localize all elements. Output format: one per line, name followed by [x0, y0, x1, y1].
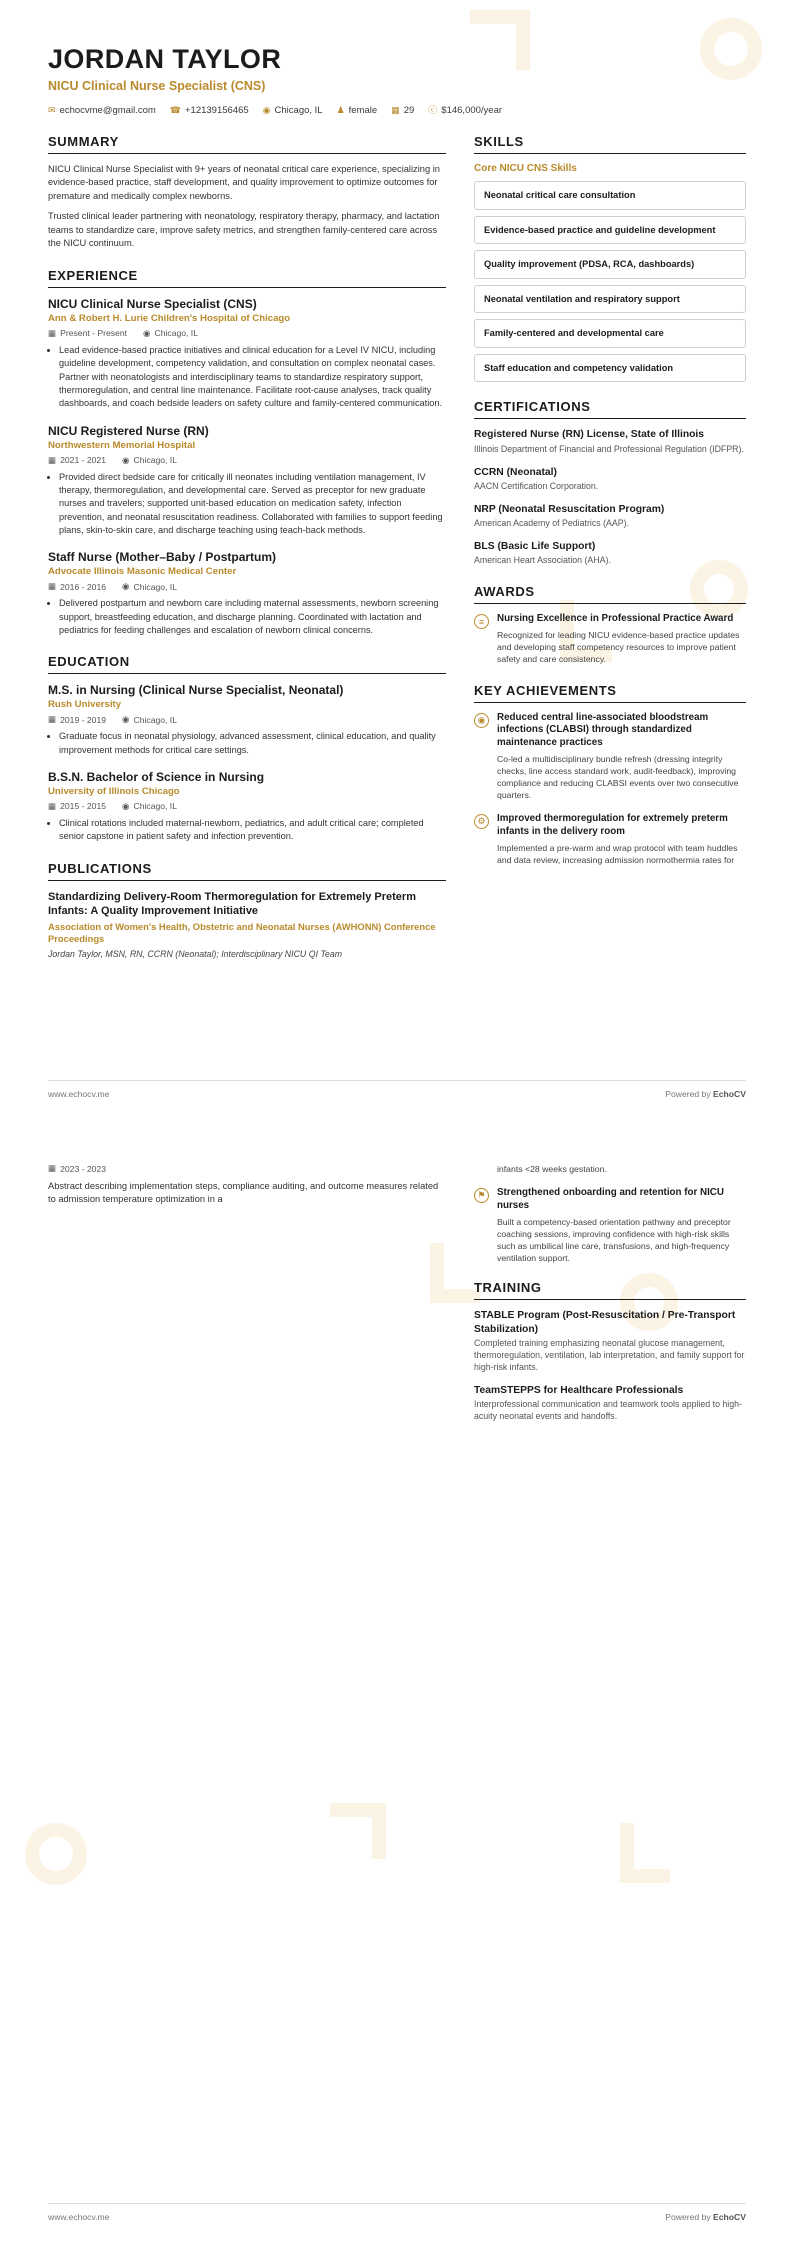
calendar-icon: ▦	[48, 800, 57, 811]
skill-chip: Neonatal ventilation and respiratory support	[474, 285, 746, 314]
target-icon: ◉	[474, 713, 489, 728]
footer-powered	[665, 2212, 746, 2222]
job-location	[122, 455, 177, 466]
certification-name: NRP (Neonatal Resuscitation Program)	[474, 503, 665, 515]
bell-icon: ⚑	[474, 1188, 489, 1203]
achievement-title: Strengthened onboarding and retention for NICU nurses	[497, 1187, 724, 1211]
person-icon: ♟	[336, 105, 345, 115]
education-location-text: Chicago, IL	[133, 801, 177, 812]
location-icon: ◉	[143, 327, 151, 338]
training-title: TRAINING	[474, 1280, 746, 1300]
skills-group-label: Core NICU CNS Skills	[474, 163, 577, 174]
location-icon: ◉	[122, 714, 130, 725]
achievement-desc-continued: infants <28 weeks gestation.	[497, 1164, 607, 1174]
certification-org: American Heart Association (AHA).	[474, 555, 611, 566]
job-bullet: • Delivered postpartum and newborn care including maternal assessments, newborn screening support, breastfeeding education, and discharge planning. Coordinated with lactation and pediatrics for feeding challenges and escalation of newborn clinical concerns.	[59, 597, 446, 637]
education-bullets	[48, 730, 446, 757]
education-location	[122, 714, 177, 725]
job-location-text: Chicago, IL	[154, 328, 198, 339]
education-dates-text: 2015 - 2015	[60, 801, 106, 812]
achievement-continued	[474, 1163, 746, 1175]
left-column	[48, 134, 446, 959]
achievement-desc: Implemented a pre-warm and wrap protocol with team huddles and data review, increasing admission normothermia rates for	[497, 842, 738, 866]
education-dates	[48, 801, 106, 812]
skills-title: SKILLS	[474, 134, 746, 154]
job-location-text: Chicago, IL	[133, 581, 177, 592]
job-bullets	[48, 344, 446, 411]
education-meta	[48, 714, 446, 725]
candidate-name: JORDAN TAYLOR	[48, 44, 282, 74]
experience-entry	[48, 297, 446, 411]
job-dates-text: 2021 - 2021	[60, 455, 106, 466]
publication-dates	[48, 1163, 106, 1174]
section-skills	[474, 134, 746, 382]
education-school: University of Illinois Chicago	[48, 785, 180, 797]
achievement-item	[474, 1187, 746, 1264]
contact-location	[263, 105, 323, 116]
section-awards	[474, 584, 746, 665]
publication-title: Standardizing Delivery-Room Thermoregulation for Extremely Preterm Infants: A Quality Improvement Initiative	[48, 890, 416, 917]
watermark-circle	[25, 1823, 87, 1885]
calendar-icon: ▦	[48, 327, 57, 338]
education-dates-text: 2019 - 2019	[60, 714, 106, 725]
education-location	[122, 801, 177, 812]
training-item	[474, 1309, 746, 1373]
footer-brand: EchoCV	[713, 1089, 746, 1099]
job-dates-text: 2016 - 2016	[60, 581, 106, 592]
education-bullets	[48, 817, 446, 844]
footer-powered	[665, 1089, 746, 1099]
award-desc: Recognized for leading NICU evidence-based practice updates and developing staff competency resources to improve patient safety and care consistency.	[497, 630, 740, 665]
achievements-title: KEY ACHIEVEMENTS	[474, 683, 746, 703]
footer-site[interactable]: www.echocv.me	[48, 2212, 110, 2222]
job-role: Staff Nurse (Mother–Baby / Postpartum)	[48, 550, 277, 565]
calendar-icon: ▦	[48, 581, 57, 592]
section-summary	[48, 134, 446, 251]
award-item	[474, 613, 746, 665]
phone-icon: ☎	[169, 105, 181, 115]
education-entry	[48, 683, 446, 757]
training-name: STABLE Program (Post-Resuscitation / Pre-Transport Stabilization)	[474, 1310, 736, 1335]
contact-salary	[428, 105, 502, 116]
certification-item	[474, 540, 746, 567]
section-key-achievements	[474, 683, 746, 867]
certification-name: Registered Nurse (RN) License, State of Illinois	[474, 429, 705, 441]
education-degree: B.S.N. Bachelor of Science in Nursing	[48, 769, 265, 784]
ribbon-icon: ≡	[474, 614, 489, 629]
award-title: Nursing Excellence in Professional Practice Award	[497, 613, 734, 625]
job-dates	[48, 455, 106, 466]
certification-name: CCRN (Neonatal)	[474, 466, 557, 478]
publication-authors: Jordan Taylor, MSN, RN, CCRN (Neonatal); Interdisciplinary NICU QI Team	[48, 948, 343, 959]
publication-description: Abstract describing implementation steps, compliance auditing, and outcome measures related to admission temperature optimization in a	[48, 1181, 439, 1205]
page-title	[48, 44, 746, 93]
certification-item	[474, 503, 746, 530]
education-bullet: • Graduate focus in neonatal physiology, advanced assessment, clinical education, and quality improvement methods for critical care settings.	[59, 730, 446, 757]
resume-page-2	[0, 1123, 794, 2246]
skill-chip: Quality improvement (PDSA, RCA, dashboards)	[474, 250, 746, 279]
envelope-icon: ✉	[48, 105, 56, 115]
education-title: EDUCATION	[48, 654, 446, 674]
section-education	[48, 654, 446, 843]
certification-org: American Academy of Pediatrics (AAP).	[474, 518, 629, 529]
calendar-icon: ▦	[48, 454, 57, 465]
skill-chip: Staff education and competency validation	[474, 354, 746, 383]
contact-phone[interactable]	[170, 105, 249, 116]
job-bullets	[48, 597, 446, 637]
section-experience	[48, 268, 446, 637]
job-location	[143, 328, 198, 339]
contact-age	[391, 105, 414, 116]
right-column	[474, 134, 746, 866]
publication-meta	[48, 1163, 446, 1174]
experience-entry	[48, 424, 446, 538]
achievement-title: Improved thermoregulation for extremely preterm infants in the delivery room	[497, 813, 728, 838]
contact-email-text: echocvme@gmail.com	[59, 105, 156, 116]
watermark-l	[620, 1823, 670, 1883]
job-dates-text: Present - Present	[60, 328, 127, 339]
contact-email[interactable]	[48, 105, 156, 116]
experience-entry	[48, 550, 446, 637]
calendar-icon: ▦	[48, 714, 57, 725]
education-location-text: Chicago, IL	[133, 714, 177, 725]
contact-phone-text: +12139156465	[185, 105, 249, 116]
education-dates	[48, 714, 106, 725]
job-dates	[48, 328, 127, 339]
certification-item	[474, 428, 746, 455]
section-certifications	[474, 399, 746, 567]
skill-chip: Evidence-based practice and guideline development	[474, 216, 746, 245]
awards-title: AWARDS	[474, 584, 746, 604]
training-name: TeamSTEPPS for Healthcare Professionals	[474, 1384, 684, 1396]
contact-salary-text: $146,000/year	[441, 105, 503, 116]
page-footer	[48, 1080, 746, 1099]
watermark-corner	[330, 1803, 386, 1859]
summary-paragraph: NICU Clinical Nurse Specialist with 9+ years of neonatal critical care experience, specializing in evidence-based practice, staff development, and quality improvement to optimize outcomes for premature and medically complex newborns.	[48, 164, 440, 201]
location-icon: ◉	[122, 454, 130, 465]
job-meta	[48, 581, 446, 592]
footer-powered-prefix: Powered by	[665, 1089, 714, 1099]
job-bullets	[48, 471, 446, 538]
achievement-title: Reduced central line-associated bloodstream infections (CLABSI) through standardized maintenance practices	[497, 711, 709, 748]
training-desc: Completed training emphasizing neonatal glucose management, thermoregulation, ventilation, lab interpretation, and family support for high-risk infants.	[474, 1338, 745, 1372]
publications-title: PUBLICATIONS	[48, 861, 446, 881]
money-icon: ⓒ	[428, 105, 438, 115]
summary-paragraph: Trusted clinical leader partnering with neonatology, respiratory therapy, pharmacy, and lactation teams to standardize care, improve safety metrics, and strengthen family-centered care across the NICU continuum.	[48, 211, 440, 249]
footer-brand: EchoCV	[713, 2212, 746, 2222]
location-icon: ◉	[262, 105, 271, 115]
job-meta	[48, 328, 446, 339]
skill-chip: Family-centered and developmental care	[474, 319, 746, 348]
education-school: Rush University	[48, 699, 122, 711]
job-org: Northwestern Memorial Hospital	[48, 439, 196, 451]
skill-chip: Neonatal critical care consultation	[474, 181, 746, 210]
calendar-icon: ▦	[391, 105, 400, 115]
calendar-icon: ▦	[48, 1163, 57, 1173]
contact-gender	[337, 105, 378, 116]
footer-site[interactable]: www.echocv.me	[48, 1089, 110, 1099]
education-degree: M.S. in Nursing (Clinical Nurse Specialist, Neonatal)	[48, 683, 344, 698]
job-org: Advocate Illinois Masonic Medical Center	[48, 566, 237, 578]
summary-title: SUMMARY	[48, 134, 446, 154]
job-org: Ann & Robert H. Lurie Children's Hospital of Chicago	[48, 312, 291, 324]
training-desc: Interprofessional communication and teamwork tools applied to high-acuity neonatal events and handoffs.	[474, 1399, 742, 1421]
publication-dates-text: 2023 - 2023	[60, 1163, 106, 1174]
left-column-continued	[48, 1163, 446, 1214]
achievement-item	[474, 712, 746, 802]
certification-name: BLS (Basic Life Support)	[474, 541, 596, 553]
job-role: NICU Clinical Nurse Specialist (CNS)	[48, 296, 257, 311]
page-footer	[48, 2203, 746, 2222]
certifications-title: CERTIFICATIONS	[474, 399, 746, 419]
job-bullet: • Lead evidence-based practice initiatives and clinical education for a Level IV NICU, including guideline development, competency validation, and consultation on complex neonatal cases. Partner with neonatologists and interdisciplinary teams to standardize respiratory support, thermoregulation, and central line maintenance. Facilitate root-cause analyses, track quality dashboards, and coach bedside leaders on safety culture and family-centered communication.	[59, 344, 446, 411]
job-dates	[48, 581, 106, 592]
achievement-item	[474, 813, 746, 866]
location-icon: ◉	[122, 581, 130, 592]
candidate-headline: NICU Clinical Nurse Specialist (CNS)	[48, 79, 266, 93]
job-location-text: Chicago, IL	[133, 455, 177, 466]
job-location	[122, 581, 177, 592]
contact-row	[48, 105, 746, 116]
job-bullet: • Provided direct bedside care for critically ill neonates including ventilation management, IV therapy, thermoregulation, and developmental care. Served as preceptor for new graduate nurses and travelers; supported unit-based education on medication safety, infection prevention, and neonatal resuscitation readiness. Collaborated with families to support feeding plans, skin-to-skin care, and discharge teaching using teach-back methods.	[59, 471, 446, 538]
footer-powered-prefix: Powered by	[665, 2212, 714, 2222]
location-icon: ◉	[122, 800, 130, 811]
job-role: NICU Registered Nurse (RN)	[48, 423, 209, 438]
publication-entry	[48, 890, 446, 959]
right-column-continued	[474, 1163, 746, 1440]
job-meta	[48, 455, 446, 466]
experience-title: EXPERIENCE	[48, 268, 446, 288]
contact-gender-text: female	[348, 105, 378, 116]
certification-org: Illinois Department of Financial and Professional Regulation (IDFPR).	[474, 443, 744, 454]
achievement-desc: Built a competency-based orientation pathway and preceptor coaching sessions, improving confidence with high-risk skills such as umbilical line care, transfusions, and high-frequency ventilation support.	[497, 1216, 731, 1264]
publication-entry-continued	[48, 1163, 446, 1207]
publication-source: Association of Women's Health, Obstetric and Neonatal Nurses (AWHONN) Conference Proceedings	[48, 921, 436, 945]
achievement-desc: Co-led a multidisciplinary bundle refresh (dressing integrity checks, line access standard work, audit-feedback), improving compliance and reducing CLABSI events over two consecutive quarters.	[497, 753, 739, 801]
certification-item	[474, 466, 746, 493]
contact-location-text: Chicago, IL	[274, 105, 323, 116]
contact-age-text: 29	[403, 105, 415, 116]
education-meta	[48, 801, 446, 812]
gear-icon: ⚙	[474, 814, 489, 829]
training-item	[474, 1384, 746, 1423]
section-publications	[48, 861, 446, 959]
section-training	[474, 1280, 746, 1423]
education-entry	[48, 770, 446, 844]
education-bullet: • Clinical rotations included maternal-newborn, pediatrics, and adult critical care; completed senior capstone in patient safety and infection prevention.	[59, 817, 446, 844]
certification-org: AACN Certification Corporation.	[474, 480, 599, 491]
